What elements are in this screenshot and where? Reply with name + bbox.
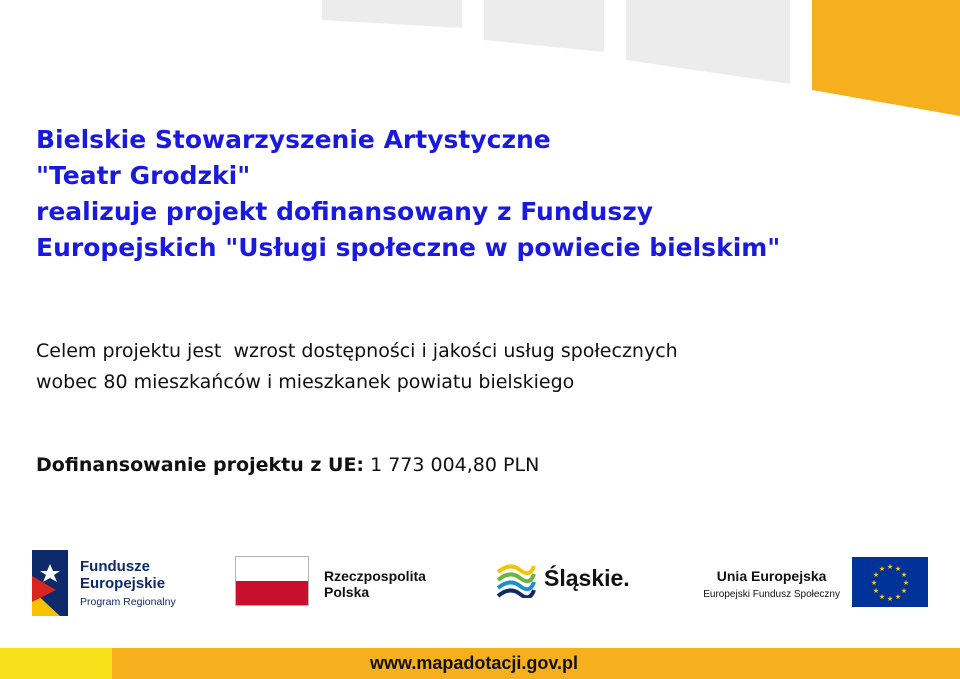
eu-flag-icon <box>852 557 928 607</box>
slaskie-waves-icon <box>496 562 536 598</box>
svg-text:★: ★ <box>900 571 908 579</box>
fe-line-3: Program Regionalny <box>80 596 176 608</box>
fundusze-europejskie-text <box>80 558 176 610</box>
project-goal <box>36 336 936 398</box>
top-decoration <box>0 0 960 120</box>
ue-line-1: Unia Europejska <box>716 568 827 584</box>
logo-strip <box>0 540 960 630</box>
footer-left-band <box>0 648 112 679</box>
svg-text:★: ★ <box>872 587 880 595</box>
svg-text:★: ★ <box>886 563 894 571</box>
svg-text:★: ★ <box>886 595 894 603</box>
fe-line-1: Fundusze <box>80 558 150 575</box>
gray-band-1 <box>322 0 462 28</box>
svg-text:★: ★ <box>894 593 902 601</box>
svg-text:★: ★ <box>872 571 880 579</box>
unia-europejska-text <box>703 567 840 603</box>
rzeczpospolita-polska-text <box>324 568 426 600</box>
fundusze-europejskie-logo <box>0 540 200 630</box>
gray-band-2 <box>484 0 604 52</box>
headline <box>36 122 936 266</box>
funding-value: 1 773 004,80 PLN <box>364 454 540 476</box>
svg-text:★: ★ <box>878 565 886 573</box>
funding-amount <box>36 450 539 480</box>
goal-line-2: wobec 80 mieszkańców i mieszkanek powiatu bielskiego <box>36 371 575 393</box>
svg-text:★: ★ <box>894 565 902 573</box>
yellow-band <box>812 0 960 116</box>
headline-line-2: "Teatr Grodzki" <box>36 161 251 190</box>
rp-line-1: Rzeczpospolita <box>324 568 426 584</box>
svg-text:★: ★ <box>878 593 886 601</box>
svg-text:★: ★ <box>902 579 910 587</box>
rp-line-2: Polska <box>324 584 370 600</box>
headline-line-4: Europejskich "Usługi społeczne w powiecie bielskim" <box>36 233 781 262</box>
headline-line-1: Bielskie Stowarzyszenie Artystyczne <box>36 125 551 154</box>
footer-bar <box>0 648 960 679</box>
slaskie-text: Śląskie. <box>544 565 630 591</box>
gray-band-3 <box>626 0 790 84</box>
slaskie-logo <box>490 540 650 630</box>
fundusze-europejskie-emblem-icon <box>30 550 70 616</box>
headline-line-3: realizuje projekt dofinansowany z Funduszy <box>36 197 654 226</box>
svg-text:★: ★ <box>900 587 908 595</box>
rzeczpospolita-polska-logo <box>230 540 470 630</box>
goal-line-1: Celem projektu jest wzrost dostępności i jakości usług społecznych <box>36 340 678 362</box>
svg-text:★: ★ <box>870 579 878 587</box>
polish-flag-icon <box>235 556 309 606</box>
fe-line-2: Europejskie <box>80 575 166 592</box>
footer-url: www.mapadotacji.gov.pl <box>370 653 579 673</box>
funding-label: Dofinansowanie projektu z UE: <box>36 454 365 476</box>
unia-europejska-logo <box>660 540 960 630</box>
ue-line-2: Europejski Fundusz Społeczny <box>703 589 840 600</box>
